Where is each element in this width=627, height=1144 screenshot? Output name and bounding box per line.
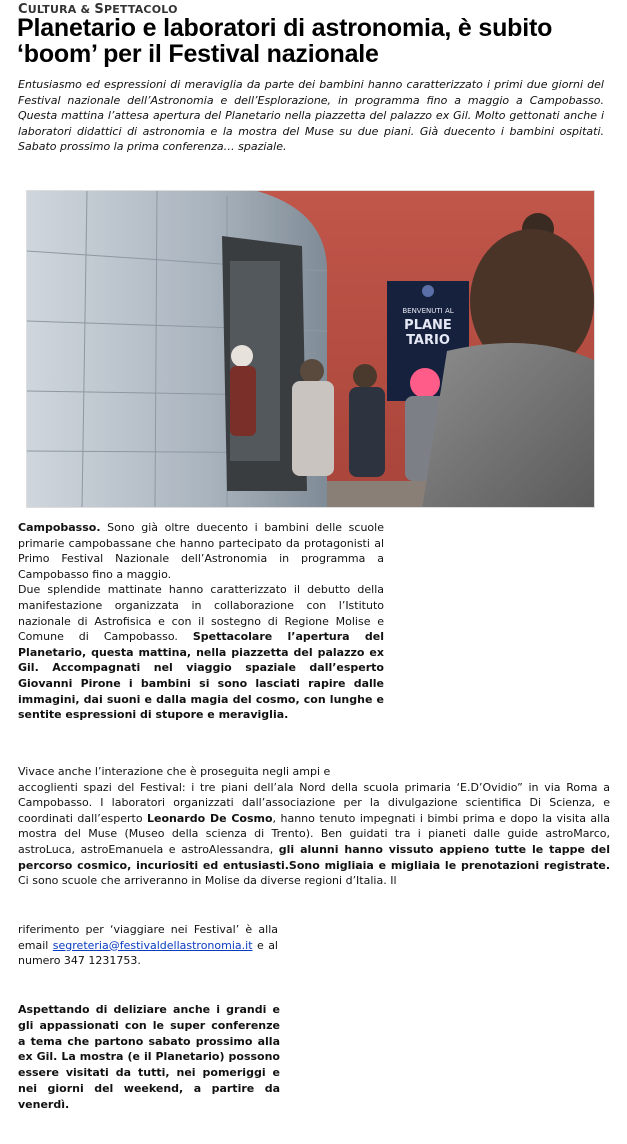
paragraph-closing: Aspettando di deliziare anche i grandi e gli appassionati con le super conferenze a tema che partono sabato prossimo alla ex Gil. La mostra (e il Planetario) possono essere visitati da tutti, nei pomeriggi e nei giorni del weekend, a partire da venerdì.: [18, 1003, 280, 1111]
paragraph-intro: [18, 520, 384, 723]
article-lead: Entusiasmo ed espressioni di meraviglia da parte dei bambini hanno caratterizzato i primi due giorni del Festival nazionale dell’Astronomia e dell’Esplorazione, in programma fino a maggio a Campobasso. Questa mattina l’attesa apertura del Planetario nella piazzetta del palazzo ex Gil. Molto gettonati anche i laboratori didattici di astronomia e la mostra del Muse su due piani. Già duecento i bambini ospitati. Sabato prossimo la prima conferenza… spaziale.: [18, 78, 604, 154]
article-photo: [26, 190, 595, 508]
kicker-amp: &: [76, 3, 95, 16]
poster-line-1: BENVENUTI AL: [402, 307, 454, 315]
poster-line-2: PLANE: [404, 318, 452, 333]
paragraph-contact: [18, 922, 278, 969]
kicker-word: ULTURA: [27, 3, 77, 16]
paragraph-workshops: [18, 764, 610, 889]
workshops-text-c: Ci sono scuole che arriveranno in Molise da diverse regioni d’Italia. Il: [18, 874, 397, 888]
kicker-word-2: PETTACOLO: [103, 3, 178, 16]
kicker-initial-2: S: [94, 2, 104, 17]
kicker-initial: C: [18, 2, 28, 17]
workshops-text-b: , hanno tenuto impegnati i bimbi prima e dopo la visita alla mostra del Muse (Museo della scienza di Trento). Ben guidati tra i pianeti dalle guide astroMarco, astroLuca, astroEmanuela e astroAlessandra,: [18, 811, 610, 856]
contact-text-b: e al numero 347 1231753.: [18, 938, 278, 968]
dateline: Campobasso.: [18, 521, 101, 534]
second-paragraph-text: Due splendide mattinate hanno caratterizzato il debutto della manifestazione organizzata in collaborazione con l’Istituto nazionale di Astrofisica e con il sostegno di Regione Molise e Comune di Campobasso.: [18, 583, 384, 644]
second-paragraph-bold: Spettacolare l’apertura del Planetario, questa mattina, nella piazzetta del palazzo ex Gil. Accompagnati nel viaggio spaziale dall’esperto Giovanni Pirone i bambini si sono lasciati rapire dalle immagini, dai suoni e dalla magia del cosmo, con lunghe e sentite espressioni di stupore e meraviglia.: [18, 630, 384, 722]
contact-text-a: riferimento per ‘viaggiare nei Festival’ è alla email: [18, 923, 278, 952]
expert-name: Leonardo De Cosmo: [147, 811, 273, 825]
poster-line-3: TARIO: [406, 333, 450, 348]
intro-text: Sono già oltre duecento i bambini delle scuole primarie campobassane che hanno partecipato da protagonisti al Primo Festival Nazionale dell’Astronomia in programma a Campobasso fino a maggio.: [18, 521, 384, 581]
workshops-bold: gli alunni hanno vissuto appieno tutte le tappe del percorso cosmico, incuriositi ed entusiasti.Sono migliaia e migliaia le prenotazioni registrate.: [18, 842, 611, 872]
email-link[interactable]: segreteria@festivaldellastronomia.it: [52, 938, 253, 952]
article-title: Planetario e laboratori di astronomia, è subito ‘boom’ per il Festival nazionale: [17, 14, 553, 68]
workshops-text-a: accoglienti spazi del Festival: i tre piani dell’ala Nord della scuola primaria ‘E.D’Ovidio” in via Roma a Campobasso. I laboratori organizzati dall’associazione per la divulgazione scientifica Di Scienza, e coordinati dall’esperto: [18, 780, 610, 825]
workshops-first-line: Vivace anche l’interazione che è proseguita negli ampi e: [18, 765, 331, 778]
